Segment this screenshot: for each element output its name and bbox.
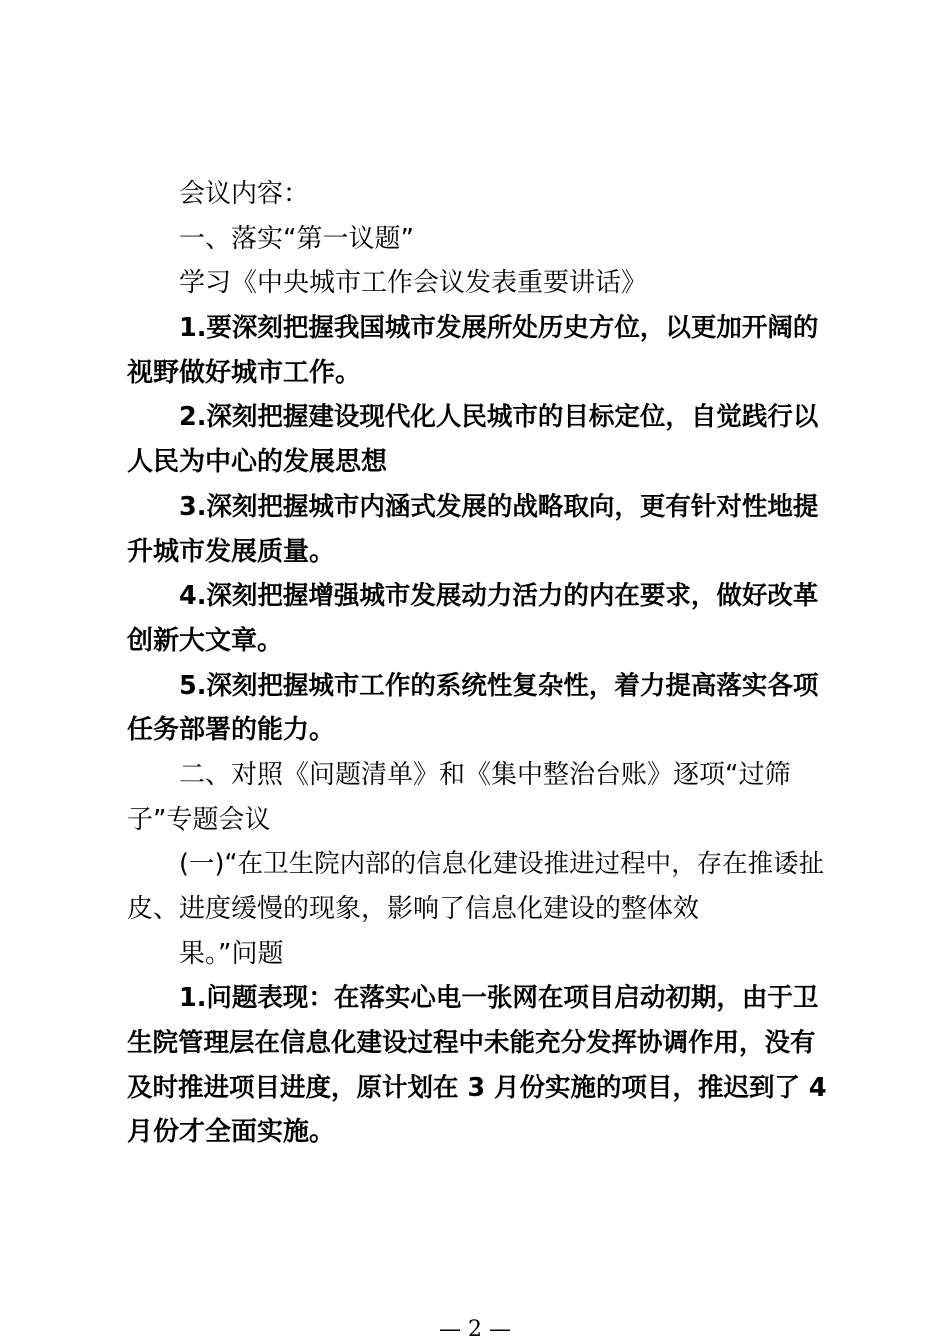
- page-number: — 2 —: [439, 1317, 511, 1342]
- point-3-line-1: 3.深刻把握城市内涵式发展的战略取向，更有针对性地提: [179, 491, 819, 522]
- point-1-line-1: 1.要深刻把握我国城市发展所处历史方位，以更加开阔的: [179, 313, 819, 344]
- point-1-line-2: 视野做好城市工作。: [127, 357, 362, 388]
- point-4-line-2: 创新大文章。: [127, 625, 284, 656]
- meeting-content-heading: 会议内容：: [179, 179, 310, 209]
- document-body: [127, 172, 827, 1155]
- section-two-heading-line-2: 子”专题会议: [127, 804, 271, 835]
- issue-one-line-2: 皮、进度缓慢的现象，影响了信息化建设的整体效: [127, 894, 700, 924]
- section-two-heading-line-1: 二、对照《问题清单》和《集中整治台账》逐项“过筛: [179, 759, 791, 790]
- issue-manifestation-line-3: 及时推进项目进度，原计划在 3 月份实施的项目，推迟到了 4: [127, 1072, 827, 1103]
- section-one-heading: 一、落实“第一议题”: [179, 223, 414, 254]
- issue-manifestation-line-1: 1.问题表现：在落实心电一张网在项目启动初期，由于卫: [179, 983, 819, 1014]
- point-5-line-2: 任务部署的能力。: [127, 715, 336, 746]
- point-4-line-1: 4.深刻把握增强城市发展动力活力的内在要求，做好改革: [179, 581, 819, 612]
- issue-manifestation-line-2: 生院管理层在信息化建设过程中未能充分发挥协调作用，没有: [127, 1028, 816, 1059]
- point-3-line-2: 升城市发展质量。: [127, 536, 336, 567]
- point-2-line-1: 2.深刻把握建设现代化人民城市的目标定位，自觉践行以: [179, 402, 819, 433]
- study-topic-line: 学习《中央城市工作会议发表重要讲话》: [179, 268, 648, 299]
- issue-one-line-3: 果。”问题: [179, 938, 284, 969]
- issue-one-line-1: (一)“在卫生院内部的信息化建设推进过程中，存在推诿扯: [179, 849, 825, 880]
- point-2-line-2: 人民为中心的发展思想: [127, 447, 388, 478]
- issue-manifestation-line-4: 月份才全面实施。: [127, 1117, 336, 1148]
- point-5-line-1: 5.深刻把握城市工作的系统性复杂性，着力提高落实各项: [179, 670, 819, 701]
